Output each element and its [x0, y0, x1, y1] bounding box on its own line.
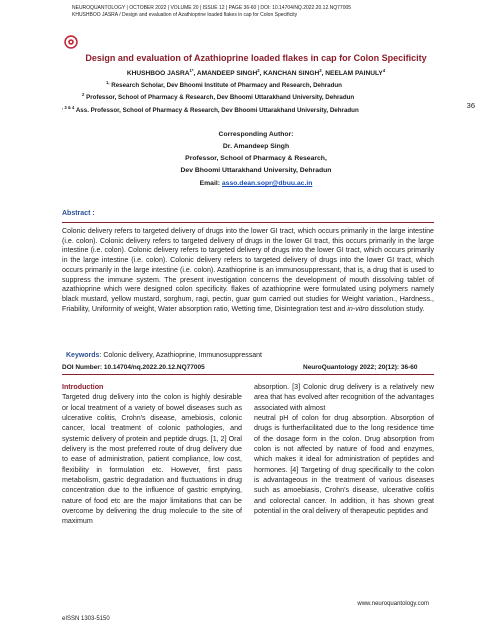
- doi-number: DOI Number: 10.14704/nq.2022.20.12.NQ77005: [62, 364, 205, 371]
- corresponding-email: [62, 180, 450, 187]
- affiliation-text: Professor, School of Pharmacy & Research, Dev Bhoomi Uttarakhand University, Dehradun: [86, 94, 355, 102]
- intro-paragraph: neutral pH of colon for drug absorption. Absorption of drugs is furtherfacilitated due to the long residence time of the dosage form in the colon. Drug absorption from colon is not affected by nature of food and enzymes, which makes it ideal for administration of peptides and hormones. [4] Targeting of drug specifically to the colon is advantageous in the treatment of various diseases such as amoebiasis, Crohn's disease, ulcerative colitis and colorectal cancer. In addition, it has shown great potential in the oral delivery of therapeutic peptides and: [254, 414, 434, 516]
- author-sup: 3: [319, 68, 322, 73]
- intro-column-right: [254, 382, 434, 516]
- abstract-italic: in-vitro: [347, 304, 369, 313]
- corresponding-heading: Corresponding Author:: [218, 131, 294, 138]
- affiliation-text: Research Scholar, Dev Bhoomi Institute of Pharmacy and Research, Dehradun: [111, 82, 342, 90]
- journal-logo-icon: [64, 35, 78, 49]
- corresponding-affiliation: Professor, School of Pharmacy & Research,: [185, 155, 327, 162]
- affiliation-sup: 1,: [106, 80, 110, 85]
- affiliation: [62, 105, 359, 114]
- author-name: NEELAM PAINULY: [325, 70, 383, 78]
- affiliation: [106, 80, 342, 89]
- keywords: [66, 352, 262, 359]
- abstract-body: Colonic delivery refers to targeted delivery of drugs into the lower GI tract, which occurs primarily in the large intestine (i.e. colon). Colonic delivery refers to targeted delivery of drugs in the lower GI tract, this occurs primarily in the large intestine (i.e. colon). Colonic delivery refers to targeted delivery of drugs into the lower GI tract, which occurs primarily in the large intestine (i.e. colon). Colonic delivery refers to targeted delivery of drugs into the lower GI tract, which occurs primarily in the large intestine (i.e. colon). Azathioprine is an immunosuppressant, that is, a drug that is used to suppress the immune system. The present investigation concerns the development of mouth dissolving tablet of azathioprine which were designed colon specificity. flakes of azathioprine were formulated using polymers namely black mustard, yellow mustard, sorghum, ragi, pectin, guar gum carried out studies for Weight variation., Hardness., Friability, Uniformity of weight, Water absorption ratio, Wetting time, Disintegration test and: [62, 227, 434, 313]
- abstract-heading: Abstract :: [62, 210, 95, 217]
- email-link[interactable]: asso.dean.sopr@dbuu.ac.in: [221, 180, 313, 187]
- page-number: 36: [466, 101, 475, 110]
- email-label: Email:: [199, 180, 222, 187]
- keywords-label: Keywords: [66, 352, 100, 359]
- author-name: KANCHAN SINGH: [263, 70, 320, 78]
- affiliation-sup: 2: [82, 92, 85, 97]
- corresponding-affiliation: Dev Bhoomi Uttarakhand University, Dehradun: [180, 167, 332, 174]
- author-list: [62, 68, 450, 77]
- abstract-rule-top: [62, 222, 434, 223]
- running-header-article: KHUSHBOO JASRA / Design and evaluation of Azathioprine loaded flakes in cap for Colon Specificity: [72, 12, 298, 18]
- intro-heading: Introduction: [62, 383, 104, 391]
- author-sup: 4: [382, 68, 386, 73]
- article-title: Design and evaluation of Azathioprine loaded flakes in cap for Colon Specificity: [85, 53, 427, 63]
- abstract-text: [62, 227, 434, 314]
- corresponding-name: Dr. Amandeep Singh: [222, 143, 290, 150]
- author-sup: 2: [257, 68, 260, 73]
- section-rule: [62, 374, 434, 375]
- author-separator: ,: [259, 70, 264, 78]
- running-header-journal: NEUROQUANTOLOGY | OCTOBER 2022 | VOLUME 20 | ISSUE 12 | PAGE 36-60 | DOI: 10.14704/NQ.2022.20.12.NQ77005: [72, 5, 352, 11]
- citation: NeuroQuantology 2022; 20(12): 36-60: [303, 364, 418, 371]
- author-separator: ,: [193, 70, 197, 78]
- author-name: KHUSHBOO JASRA: [126, 70, 190, 78]
- affiliation: [82, 92, 354, 101]
- intro-paragraph: absorption. [3] Colonic drug delivery is a relatively new area that has evolved after recognition of the advantages associated with almost: [254, 383, 434, 412]
- abstract-tail: dissolution study.: [368, 304, 425, 313]
- footer-issn: eISSN 1303-5150: [62, 616, 110, 622]
- intro-column-left: [62, 382, 242, 527]
- footer-website[interactable]: www.neuroquantology.com: [357, 601, 429, 607]
- affiliation-text: Ass. Professor, School of Pharmacy & Research, Dev Bhoomi Uttarakhand University, Dehradun: [75, 107, 359, 115]
- author-name: AMANDEEP SINGH: [196, 70, 258, 78]
- author-separator: ,: [321, 70, 326, 78]
- keywords-text: : Colonic delivery, Azathioprine, Immunosuppressant: [99, 352, 262, 359]
- affiliation-sup: , 3 & 4: [62, 105, 75, 110]
- author-sup: 1*: [189, 68, 194, 73]
- intro-paragraph: Targeted drug delivery into the colon is highly desirable or local treatment of a variety of bowel diseases such as ulcerative colitis, Crohn's disease, amebiosis, colonic cancer, local treatment of colonic pathologies, and systemic delivery of protein and peptide drugs. [1, 2] Oral delivery is the most preferred route of drug delivery due to ease of administration, patient compliance, low cost, flexibility in formulation etc. However, first pass metabolism, gastric degradation and fluctuations in drug concentration due to the influence of gastric emptying, nature of food etc are the major limitations that can be overcome by delivering the drug molecule to the site of maximum: [62, 393, 242, 526]
